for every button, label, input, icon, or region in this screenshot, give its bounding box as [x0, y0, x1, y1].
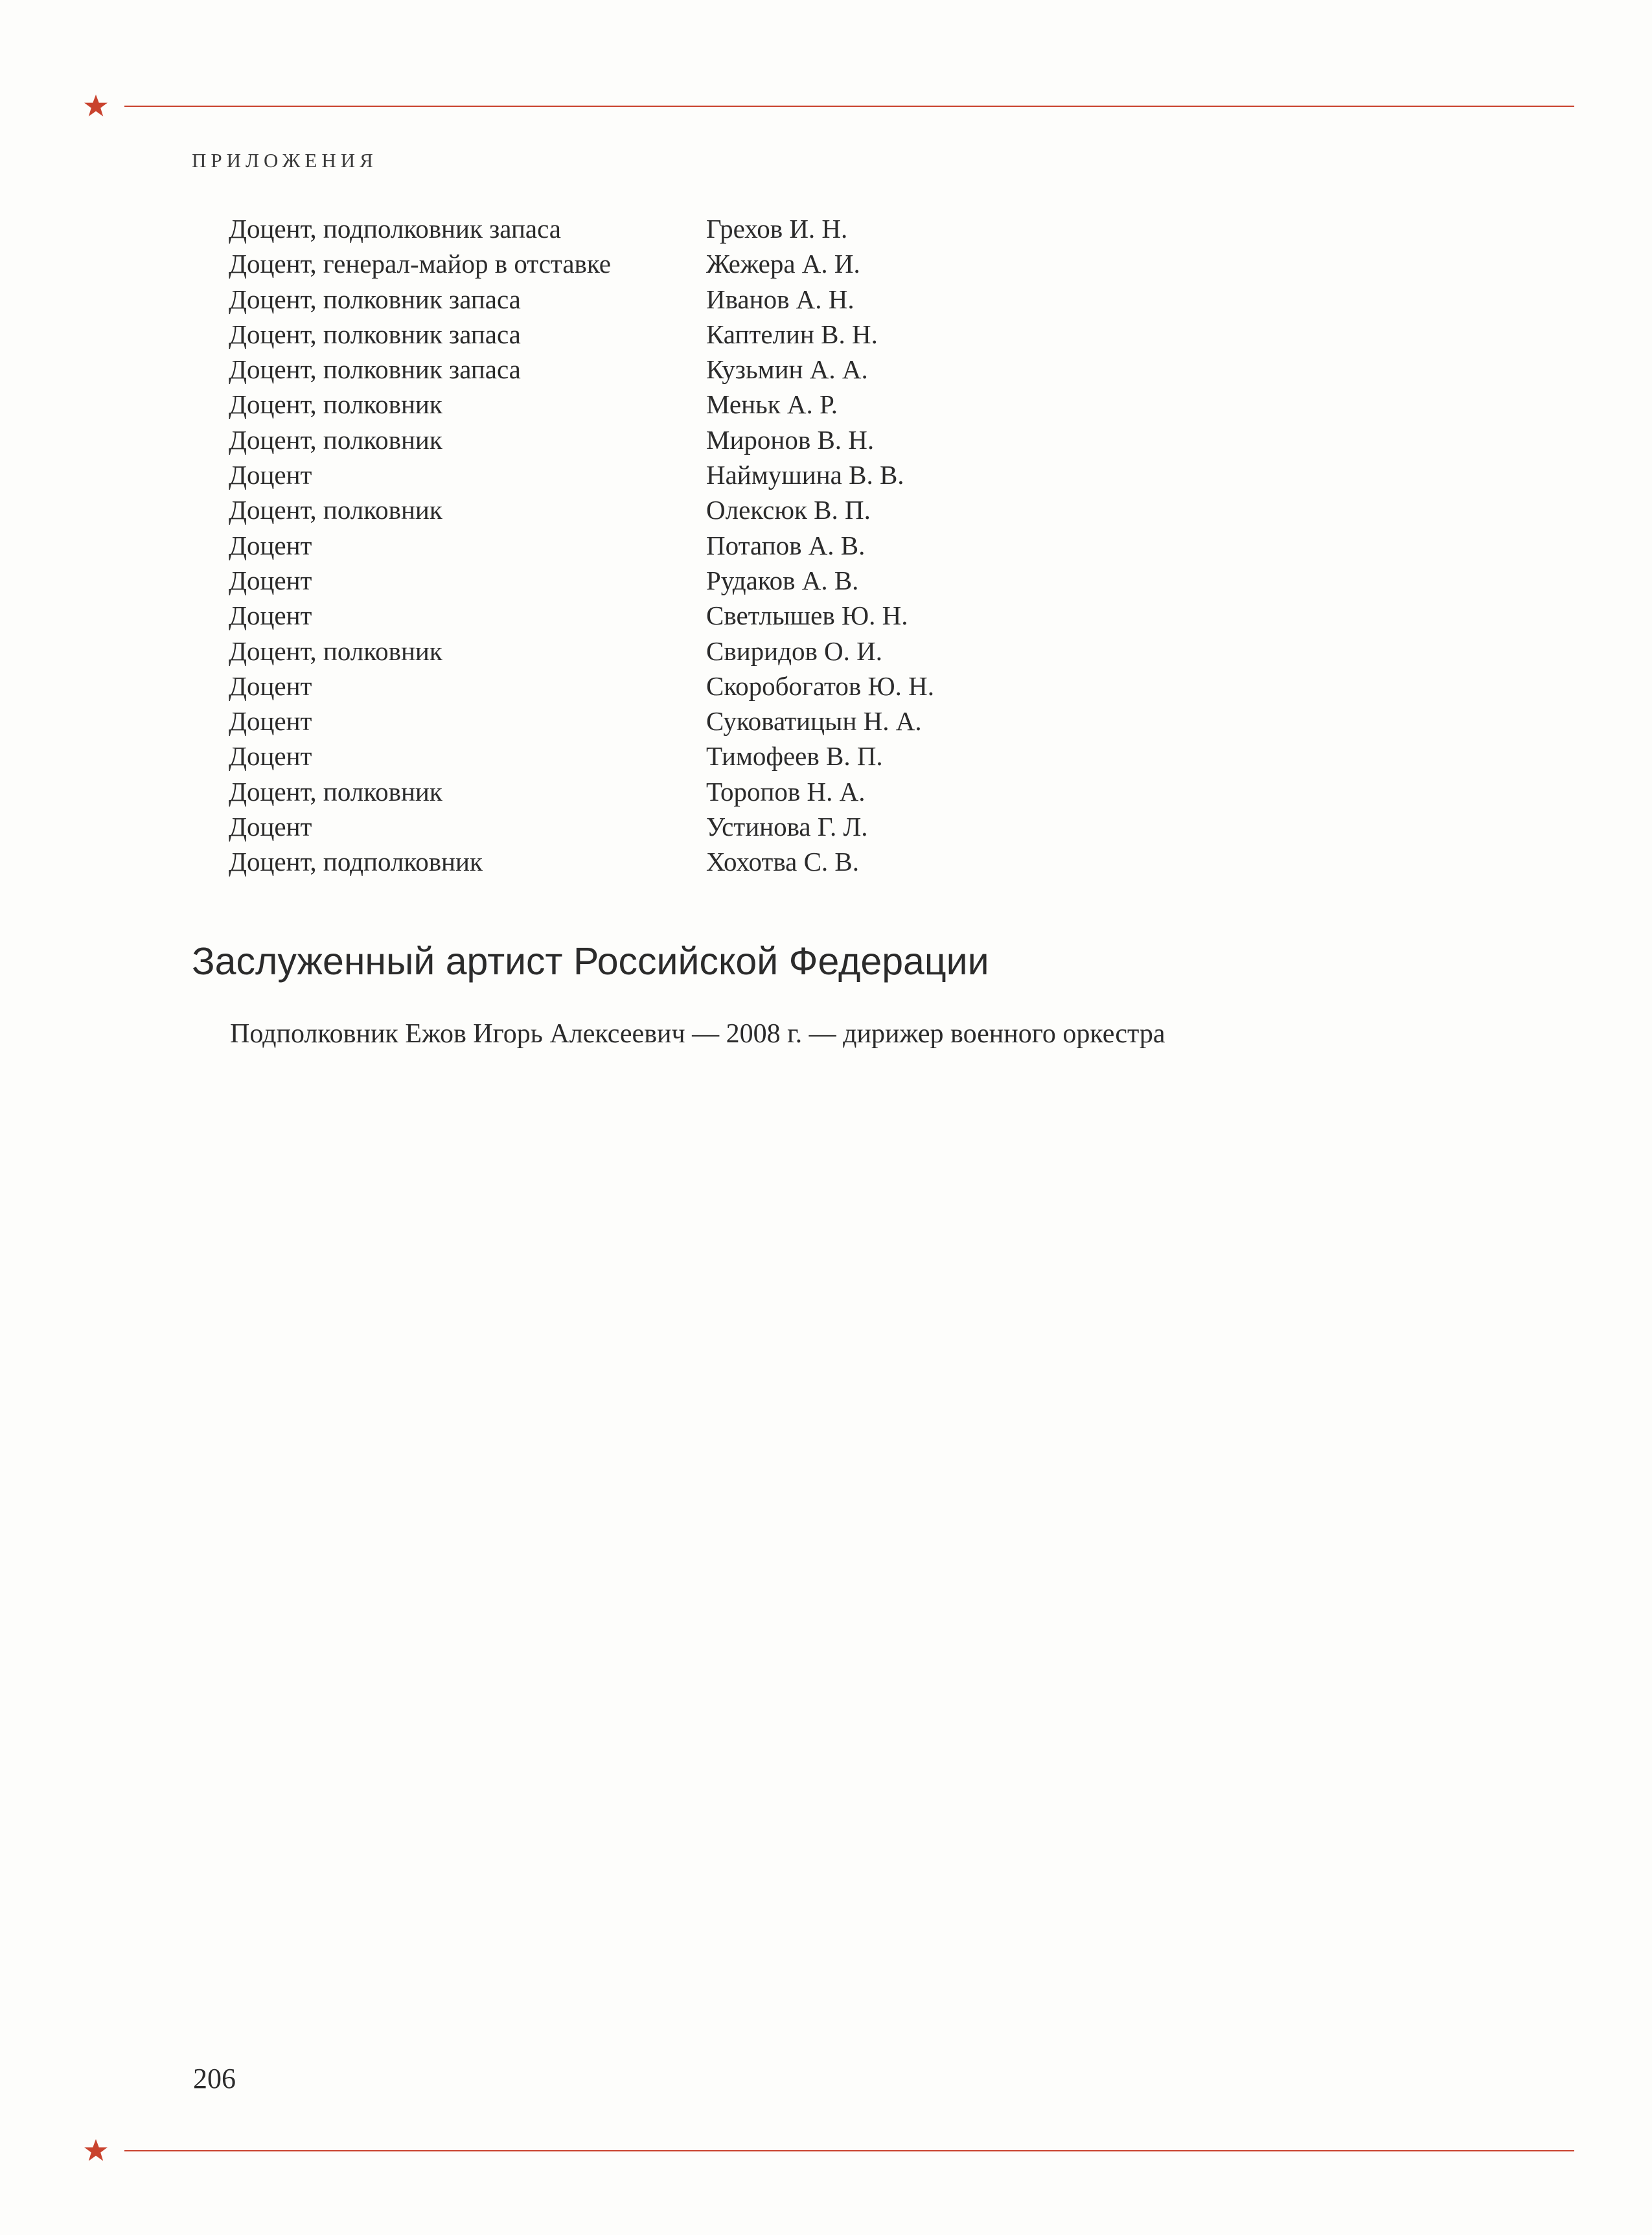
top-divider [124, 106, 1574, 107]
list-item [229, 457, 934, 492]
person-name: Иванов А. Н. [706, 284, 855, 314]
list-item [229, 211, 934, 246]
list-item [229, 282, 934, 317]
rank: Доцент [229, 670, 312, 701]
list-item [229, 598, 934, 633]
rank: Доцент, полковник [229, 495, 442, 525]
list-item [229, 246, 934, 281]
list-item [229, 809, 934, 844]
section-heading: Заслуженный артист Российской Федерации [192, 940, 989, 983]
person-name: Жежера А. И. [706, 249, 860, 279]
person-name: Свиридов О. И. [706, 636, 883, 666]
list-item [229, 317, 934, 352]
rank: Доцент, генерал-майор в отставке [229, 249, 611, 279]
rank: Доцент [229, 530, 312, 560]
rank: Доцент, полковник запаса [229, 284, 521, 314]
section-label: ПРИЛОЖЕНИЯ [192, 149, 378, 172]
list-item [229, 492, 934, 527]
person-name: Рудаков А. В. [706, 565, 859, 595]
rank: Доцент, подполковник запаса [229, 214, 562, 244]
person-name: Торопов Н. А. [706, 776, 866, 807]
person-name: Грехов И. Н. [706, 214, 848, 244]
list-item [229, 422, 934, 457]
list-item [229, 739, 934, 774]
list-item [229, 844, 934, 879]
rank: Доцент, подполковник [229, 847, 483, 877]
person-name: Скоробогатов Ю. Н. [706, 670, 934, 701]
top-rule-row [0, 93, 1652, 119]
rank: Доцент, полковник [229, 636, 442, 666]
person-name: Кузьмин А. А. [706, 354, 868, 385]
list-item [229, 528, 934, 563]
rank: Доцент [229, 565, 312, 595]
person-name: Олексюк В. П. [706, 495, 871, 525]
bottom-rule-row [0, 2138, 1652, 2164]
person-name: Меньк А. Р. [706, 389, 838, 420]
person-name: Светлышев Ю. Н. [706, 601, 908, 631]
rank: Доцент [229, 601, 312, 631]
person-name: Хохотва С. В. [706, 847, 860, 877]
page-number: 206 [193, 2063, 236, 2094]
person-name: Устинова Г. Л. [706, 812, 868, 842]
section-paragraph: Подполковник Ежов Игорь Алексеевич — 2008 г. — дирижер военного оркестра [230, 1019, 1165, 1049]
person-name: Миронов В. Н. [706, 424, 875, 455]
list-item [229, 387, 934, 422]
rank: Доцент [229, 706, 312, 737]
rank: Доцент, полковник запаса [229, 319, 521, 349]
person-name: Потапов А. В. [706, 530, 866, 560]
list-item [229, 774, 934, 809]
rank: Доцент, полковник [229, 389, 442, 420]
person-name: Тимофеев В. П. [706, 741, 883, 772]
person-name: Каптелин В. Н. [706, 319, 878, 349]
list-item [229, 352, 934, 387]
star-icon [83, 93, 109, 119]
rank: Доцент [229, 812, 312, 842]
rank: Доцент [229, 741, 312, 772]
rank: Доцент, полковник [229, 776, 442, 807]
list-item [229, 669, 934, 704]
star-icon [83, 2138, 109, 2164]
personnel-list [229, 211, 934, 880]
list-item [229, 704, 934, 739]
rank: Доцент [229, 460, 312, 490]
list-item [229, 634, 934, 669]
rank: Доцент, полковник запаса [229, 354, 521, 385]
list-item [229, 563, 934, 598]
person-name: Наймушина В. В. [706, 460, 904, 490]
bottom-divider [124, 2150, 1574, 2151]
rank: Доцент, полковник [229, 424, 442, 455]
person-name: Суковатицын Н. А. [706, 706, 922, 737]
